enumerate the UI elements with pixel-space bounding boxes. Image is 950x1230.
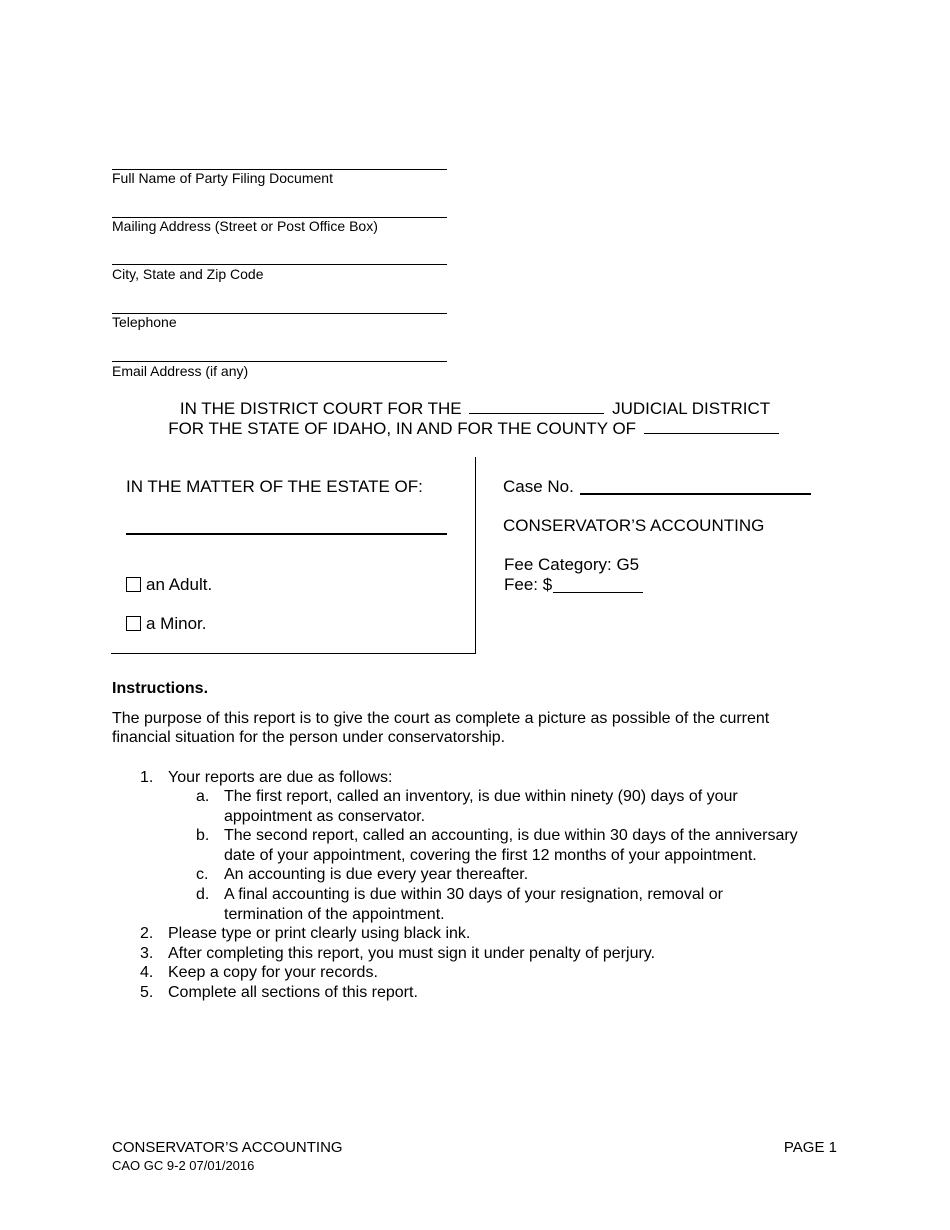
footer-form-code: CAO GC 9-2 07/01/2016 xyxy=(112,1158,255,1173)
case-no-field[interactable] xyxy=(580,493,811,495)
instructions-heading: Instructions. xyxy=(112,680,209,697)
fee-amount-field[interactable] xyxy=(553,592,643,593)
sub-list-item xyxy=(196,885,723,923)
city-state-zip-label: City, State and Zip Code xyxy=(112,266,264,282)
list-item xyxy=(140,944,656,964)
adult-label: an Adult. xyxy=(146,575,213,594)
sub-item-letter: d. xyxy=(196,886,210,903)
sub-list-item xyxy=(196,787,738,825)
telephone-label: Telephone xyxy=(112,314,177,330)
list-item-number: 4. xyxy=(140,964,154,981)
list-item xyxy=(140,768,393,788)
sub-item-text-line1: An accounting is due every year thereafter. xyxy=(224,866,529,883)
court-line2-prefix: FOR THE STATE OF IDAHO, IN AND FOR THE COUNTY OF xyxy=(168,419,637,438)
list-item-number: 1. xyxy=(140,769,154,786)
caption-bottom-rule xyxy=(111,653,476,654)
county-blank[interactable] xyxy=(644,418,779,434)
adult-checkbox[interactable] xyxy=(126,577,141,592)
list-item-number: 3. xyxy=(140,945,154,962)
city-state-zip-field[interactable] xyxy=(112,264,447,265)
full-name-label: Full Name of Party Filing Document xyxy=(112,170,333,186)
sub-list-item xyxy=(196,826,798,864)
fee-label: Fee: $ xyxy=(504,575,553,594)
court-heading-line2 xyxy=(0,418,950,439)
footer-page-number: PAGE 1 xyxy=(783,1139,837,1156)
list-item-number: 2. xyxy=(140,925,154,942)
list-item-text: Keep a copy for your records. xyxy=(168,964,378,981)
fee-category: Fee Category: G5 xyxy=(504,555,640,574)
list-item-number: 5. xyxy=(140,984,154,1001)
sub-item-text-line2: termination of the appointment. xyxy=(224,905,445,923)
court-line1-suffix: JUDICIAL DISTRICT xyxy=(612,399,771,418)
sub-item-text-line1: A final accounting is due within 30 days of your resignation, removal or xyxy=(224,886,723,903)
list-item-text: After completing this report, you must sign it under penalty of perjury. xyxy=(168,945,656,962)
mailing-address-label: Mailing Address (Street or Post Office Box) xyxy=(112,218,378,234)
judicial-district-blank[interactable] xyxy=(469,398,604,414)
minor-checkbox[interactable] xyxy=(126,616,141,631)
estate-name-field[interactable] xyxy=(126,533,447,535)
caption-divider xyxy=(475,457,476,653)
list-item-text: Your reports are due as follows: xyxy=(168,769,393,786)
sub-list-item xyxy=(196,865,529,885)
minor-label: a Minor. xyxy=(146,614,207,633)
sub-item-text-line1: The second report, called an accounting, is due within 30 days of the anniversary xyxy=(224,827,798,844)
list-item xyxy=(140,924,471,944)
sub-item-text-line1: The first report, called an inventory, is due within ninety (90) days of your xyxy=(224,788,738,805)
email-field[interactable] xyxy=(112,361,447,362)
email-label: Email Address (if any) xyxy=(112,363,249,379)
estate-matter-label: IN THE MATTER OF THE ESTATE OF: xyxy=(126,477,423,496)
document-title: CONSERVATOR’S ACCOUNTING xyxy=(503,516,765,535)
list-item-text: Complete all sections of this report. xyxy=(168,984,418,1001)
sub-item-letter: a. xyxy=(196,788,210,805)
list-item xyxy=(140,963,378,983)
court-line1-prefix: IN THE DISTRICT COURT FOR THE xyxy=(179,399,462,418)
court-heading-line1 xyxy=(0,398,950,419)
instructions-intro-line2: financial situation for the person under conservatorship. xyxy=(112,729,506,746)
list-item-text: Please type or print clearly using black ink. xyxy=(168,925,471,942)
list-item xyxy=(140,983,418,1003)
instructions-intro-line1: The purpose of this report is to give the court as complete a picture as possible of the current xyxy=(112,710,770,727)
sub-item-text-line2: date of your appointment, covering the first 12 months of your appointment. xyxy=(224,846,757,864)
sub-item-letter: c. xyxy=(196,866,209,883)
footer-title: CONSERVATOR’S ACCOUNTING xyxy=(112,1139,343,1156)
sub-item-text-line2: appointment as conservator. xyxy=(224,807,426,825)
case-no-label: Case No. xyxy=(503,477,574,496)
sub-item-letter: b. xyxy=(196,827,210,844)
